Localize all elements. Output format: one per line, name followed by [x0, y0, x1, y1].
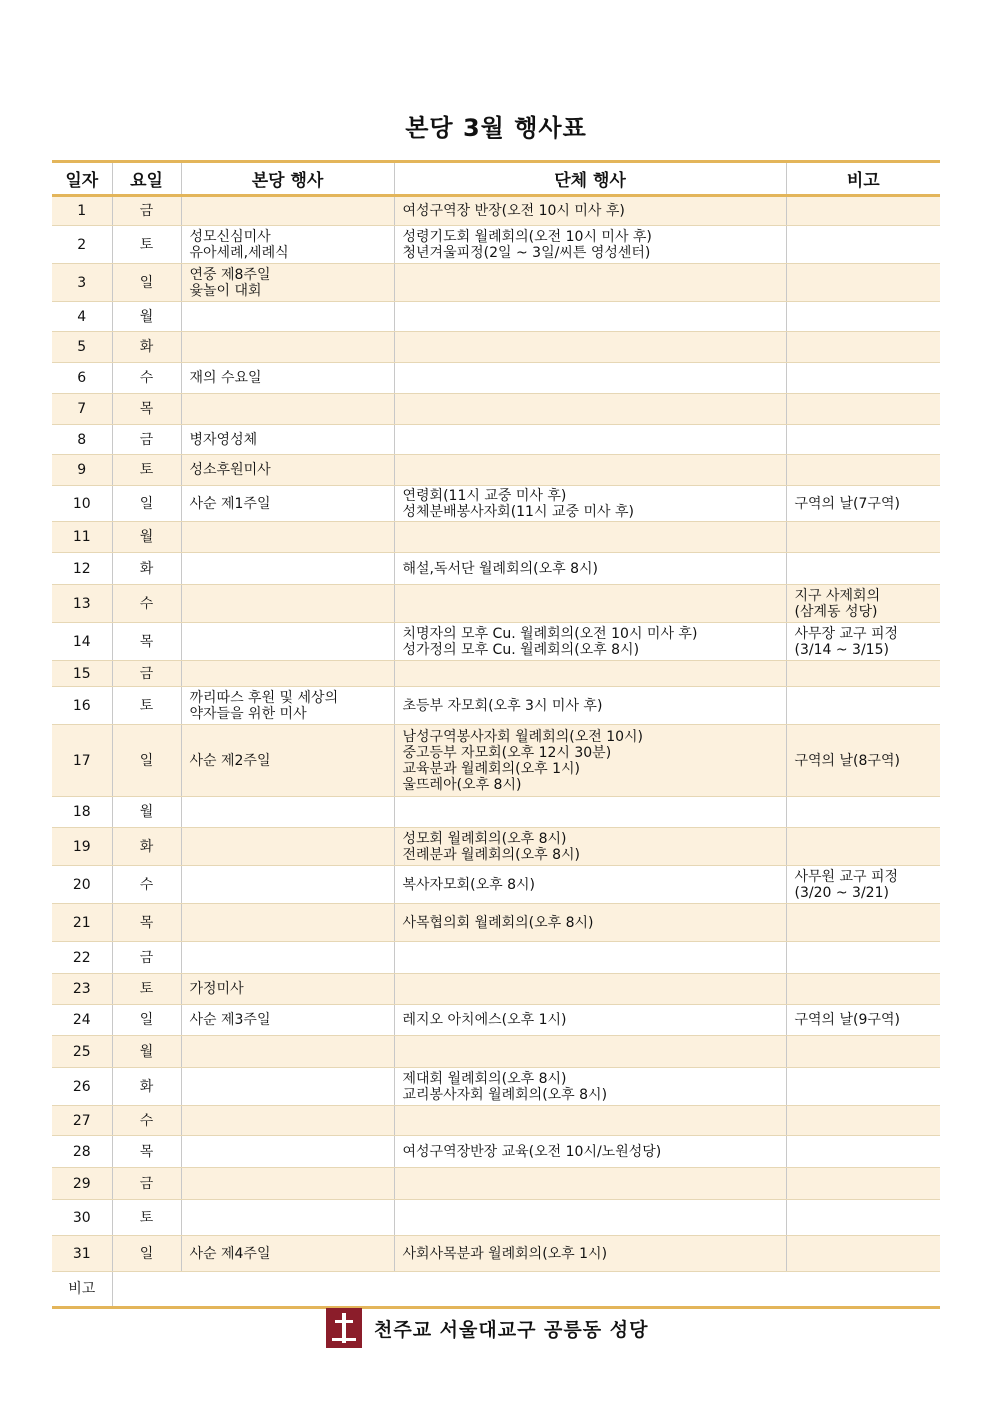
date-cell: 31 [52, 1236, 112, 1272]
note-cell [786, 196, 940, 226]
note-cell [786, 1200, 940, 1236]
group-event-cell [394, 1200, 786, 1236]
note-cell: 구역의 날(7구역) [786, 486, 940, 522]
date-cell: 12 [52, 553, 112, 585]
parish-event-cell [181, 661, 394, 687]
note-cell [786, 904, 940, 942]
parish-event-cell [181, 1200, 394, 1236]
schedule-table [52, 160, 940, 1309]
date-cell: 3 [52, 264, 112, 302]
weekday-cell: 일 [112, 1236, 181, 1272]
parish-event-cell [181, 866, 394, 904]
date-cell: 13 [52, 585, 112, 623]
date-cell: 25 [52, 1036, 112, 1068]
table-row [52, 394, 940, 425]
group-event-cell: 초등부 자모회(오후 3시 미사 후) [394, 687, 786, 725]
table-row [52, 797, 940, 828]
weekday-cell: 금 [112, 661, 181, 687]
date-cell: 24 [52, 1005, 112, 1036]
table-row [52, 866, 940, 904]
date-cell: 10 [52, 486, 112, 522]
date-cell: 5 [52, 332, 112, 363]
weekday-cell: 토 [112, 687, 181, 725]
group-event-cell [394, 661, 786, 687]
note-cell: 지구 사제회의 (삼계동 성당) [786, 585, 940, 623]
group-event-cell [394, 585, 786, 623]
table-row [52, 1236, 940, 1272]
weekday-cell: 토 [112, 974, 181, 1005]
table-row [52, 974, 940, 1005]
group-event-cell: 해설,독서단 월례회의(오후 8시) [394, 553, 786, 585]
date-cell: 28 [52, 1136, 112, 1168]
date-cell: 23 [52, 974, 112, 1005]
header-row [52, 162, 940, 196]
weekday-cell: 월 [112, 1036, 181, 1068]
weekday-cell: 월 [112, 797, 181, 828]
header-parish-event: 본당 행사 [181, 162, 394, 196]
header-date: 일자 [52, 162, 112, 196]
group-event-cell [394, 425, 786, 455]
note-cell [786, 1106, 940, 1136]
group-event-cell: 제대회 월례회의(오후 8시) 교리봉사자회 월례회의(오후 8시) [394, 1068, 786, 1106]
table-row [52, 1036, 940, 1068]
weekday-cell: 토 [112, 455, 181, 486]
table-row [52, 486, 940, 522]
weekday-cell: 화 [112, 1068, 181, 1106]
date-cell: 8 [52, 425, 112, 455]
group-event-cell [394, 302, 786, 332]
schedule-body [52, 196, 940, 1308]
table-row [52, 725, 940, 797]
parish-event-cell [181, 797, 394, 828]
group-event-cell [394, 974, 786, 1005]
weekday-cell: 수 [112, 363, 181, 394]
group-event-cell: 사목협의회 월례회의(오후 8시) [394, 904, 786, 942]
date-cell: 11 [52, 522, 112, 553]
weekday-cell: 수 [112, 1106, 181, 1136]
parish-event-cell: 까리따스 후원 및 세상의 약자들을 위한 미사 [181, 687, 394, 725]
note-cell [786, 661, 940, 687]
table-row [52, 302, 940, 332]
note-cell [786, 828, 940, 866]
weekday-cell: 금 [112, 196, 181, 226]
date-cell: 4 [52, 302, 112, 332]
group-event-cell [394, 1106, 786, 1136]
group-event-cell: 사회사목분과 월례회의(오후 1시) [394, 1236, 786, 1272]
date-cell: 19 [52, 828, 112, 866]
note-cell [786, 264, 940, 302]
parish-event-cell [181, 394, 394, 425]
date-cell: 22 [52, 942, 112, 974]
table-row [52, 661, 940, 687]
group-event-cell [394, 455, 786, 486]
remarks-value [112, 1272, 940, 1308]
weekday-cell: 목 [112, 394, 181, 425]
table-row [52, 522, 940, 553]
parish-event-cell [181, 553, 394, 585]
note-cell [786, 332, 940, 363]
parish-event-cell [181, 196, 394, 226]
note-cell [786, 553, 940, 585]
weekday-cell: 일 [112, 1005, 181, 1036]
date-cell: 1 [52, 196, 112, 226]
church-logo-icon [326, 1308, 362, 1348]
weekday-cell: 금 [112, 942, 181, 974]
group-event-cell: 여성구역장반장 교육(오전 10시/노원성당) [394, 1136, 786, 1168]
note-cell [786, 1236, 940, 1272]
date-cell: 14 [52, 623, 112, 661]
note-cell [786, 363, 940, 394]
parish-event-cell: 성모신심미사 유아세례,세례식 [181, 226, 394, 264]
note-cell [786, 687, 940, 725]
schedule-table-container [52, 160, 940, 1309]
note-cell: 사무장 교구 피정 (3/14 ~ 3/15) [786, 623, 940, 661]
note-cell [786, 394, 940, 425]
table-row [52, 585, 940, 623]
parish-event-cell [181, 302, 394, 332]
weekday-cell: 수 [112, 585, 181, 623]
page-title: 본당 3월 행사표 [405, 114, 587, 142]
date-cell: 2 [52, 226, 112, 264]
date-cell: 30 [52, 1200, 112, 1236]
parish-event-cell [181, 1136, 394, 1168]
table-row [52, 363, 940, 394]
note-cell [786, 522, 940, 553]
parish-event-cell [181, 1168, 394, 1200]
parish-event-cell [181, 1036, 394, 1068]
note-cell [786, 302, 940, 332]
date-cell: 6 [52, 363, 112, 394]
table-row [52, 455, 940, 486]
weekday-cell: 일 [112, 264, 181, 302]
table-row [52, 904, 940, 942]
parish-event-cell: 병자영성체 [181, 425, 394, 455]
parish-event-cell: 가정미사 [181, 974, 394, 1005]
note-cell [786, 1068, 940, 1106]
parish-event-cell [181, 585, 394, 623]
parish-event-cell [181, 522, 394, 553]
note-cell [786, 974, 940, 1005]
date-cell: 16 [52, 687, 112, 725]
table-row [52, 425, 940, 455]
parish-event-cell [181, 332, 394, 363]
date-cell: 26 [52, 1068, 112, 1106]
group-event-cell [394, 1168, 786, 1200]
group-event-cell [394, 332, 786, 363]
group-event-cell [394, 363, 786, 394]
parish-event-cell: 사순 제3주일 [181, 1005, 394, 1036]
weekday-cell: 토 [112, 1200, 181, 1236]
table-row [52, 1106, 940, 1136]
weekday-cell: 목 [112, 904, 181, 942]
date-cell: 20 [52, 866, 112, 904]
note-cell: 구역의 날(8구역) [786, 725, 940, 797]
date-cell: 18 [52, 797, 112, 828]
group-event-cell: 여성구역장 반장(오전 10시 미사 후) [394, 196, 786, 226]
parish-event-cell [181, 904, 394, 942]
note-cell [786, 1136, 940, 1168]
table-row [52, 332, 940, 363]
group-event-cell: 레지오 아치에스(오후 1시) [394, 1005, 786, 1036]
weekday-cell: 목 [112, 623, 181, 661]
footer-text: 천주교 서울대교구 공릉동 성당 [374, 1318, 649, 1341]
weekday-cell: 목 [112, 1136, 181, 1168]
table-row [52, 264, 940, 302]
weekday-cell: 월 [112, 522, 181, 553]
note-cell: 구역의 날(9구역) [786, 1005, 940, 1036]
note-cell [786, 425, 940, 455]
parish-event-cell: 사순 제1주일 [181, 486, 394, 522]
note-cell [786, 1168, 940, 1200]
group-event-cell [394, 394, 786, 425]
parish-event-cell [181, 623, 394, 661]
table-row [52, 1136, 940, 1168]
group-event-cell [394, 264, 786, 302]
parish-event-cell [181, 828, 394, 866]
group-event-cell [394, 522, 786, 553]
group-event-cell: 연령회(11시 교중 미사 후) 성체분배봉사자회(11시 교중 미사 후) [394, 486, 786, 522]
parish-event-cell [181, 942, 394, 974]
table-row [52, 196, 940, 226]
remarks-label: 비고 [52, 1272, 112, 1308]
parish-event-cell: 성소후원미사 [181, 455, 394, 486]
group-event-cell: 치명자의 모후 Cu. 월례회의(오전 10시 미사 후) 성가정의 모후 Cu. 월례회의(오후 8시) [394, 623, 786, 661]
date-cell: 17 [52, 725, 112, 797]
note-cell [786, 797, 940, 828]
table-row [52, 226, 940, 264]
table-row [52, 1005, 940, 1036]
group-event-cell: 남성구역봉사자회 월례회의(오전 10시) 중고등부 자모회(오후 12시 30분) 교육분과 월례회의(오후 1시) 울뜨레아(오후 8시) [394, 725, 786, 797]
table-row [52, 687, 940, 725]
parish-event-cell: 사순 제2주일 [181, 725, 394, 797]
date-cell: 7 [52, 394, 112, 425]
parish-event-cell: 사순 제4주일 [181, 1236, 394, 1272]
date-cell: 29 [52, 1168, 112, 1200]
weekday-cell: 토 [112, 226, 181, 264]
parish-event-cell [181, 1106, 394, 1136]
parish-event-cell: 연중 제8주일 윷놀이 대회 [181, 264, 394, 302]
group-event-cell [394, 1036, 786, 1068]
parish-event-cell: 재의 수요일 [181, 363, 394, 394]
date-cell: 27 [52, 1106, 112, 1136]
table-row [52, 623, 940, 661]
table-row [52, 828, 940, 866]
group-event-cell [394, 942, 786, 974]
date-cell: 9 [52, 455, 112, 486]
parish-event-cell [181, 1068, 394, 1106]
header-note: 비고 [786, 162, 940, 196]
table-row [52, 1200, 940, 1236]
table-row [52, 942, 940, 974]
header-group-event: 단체 행사 [394, 162, 786, 196]
weekday-cell: 월 [112, 302, 181, 332]
note-cell [786, 942, 940, 974]
table-row [52, 1068, 940, 1106]
weekday-cell: 화 [112, 828, 181, 866]
weekday-cell: 금 [112, 1168, 181, 1200]
weekday-cell: 일 [112, 486, 181, 522]
remarks-row [52, 1272, 940, 1308]
note-cell [786, 1036, 940, 1068]
group-event-cell: 성모회 월례회의(오후 8시) 전례분과 월례회의(오후 8시) [394, 828, 786, 866]
table-row [52, 1168, 940, 1200]
note-cell: 사무원 교구 피정 (3/20 ~ 3/21) [786, 866, 940, 904]
weekday-cell: 일 [112, 725, 181, 797]
date-cell: 15 [52, 661, 112, 687]
header-weekday: 요일 [112, 162, 181, 196]
note-cell [786, 226, 940, 264]
weekday-cell: 화 [112, 553, 181, 585]
group-event-cell: 성령기도회 월례회의(오전 10시 미사 후) 청년겨울피정(2일 ~ 3일/씨튼 영성센터) [394, 226, 786, 264]
weekday-cell: 화 [112, 332, 181, 363]
date-cell: 21 [52, 904, 112, 942]
footer [326, 1306, 648, 1350]
note-cell [786, 455, 940, 486]
group-event-cell: 복사자모회(오후 8시) [394, 866, 786, 904]
table-row [52, 553, 940, 585]
weekday-cell: 수 [112, 866, 181, 904]
group-event-cell [394, 797, 786, 828]
weekday-cell: 금 [112, 425, 181, 455]
